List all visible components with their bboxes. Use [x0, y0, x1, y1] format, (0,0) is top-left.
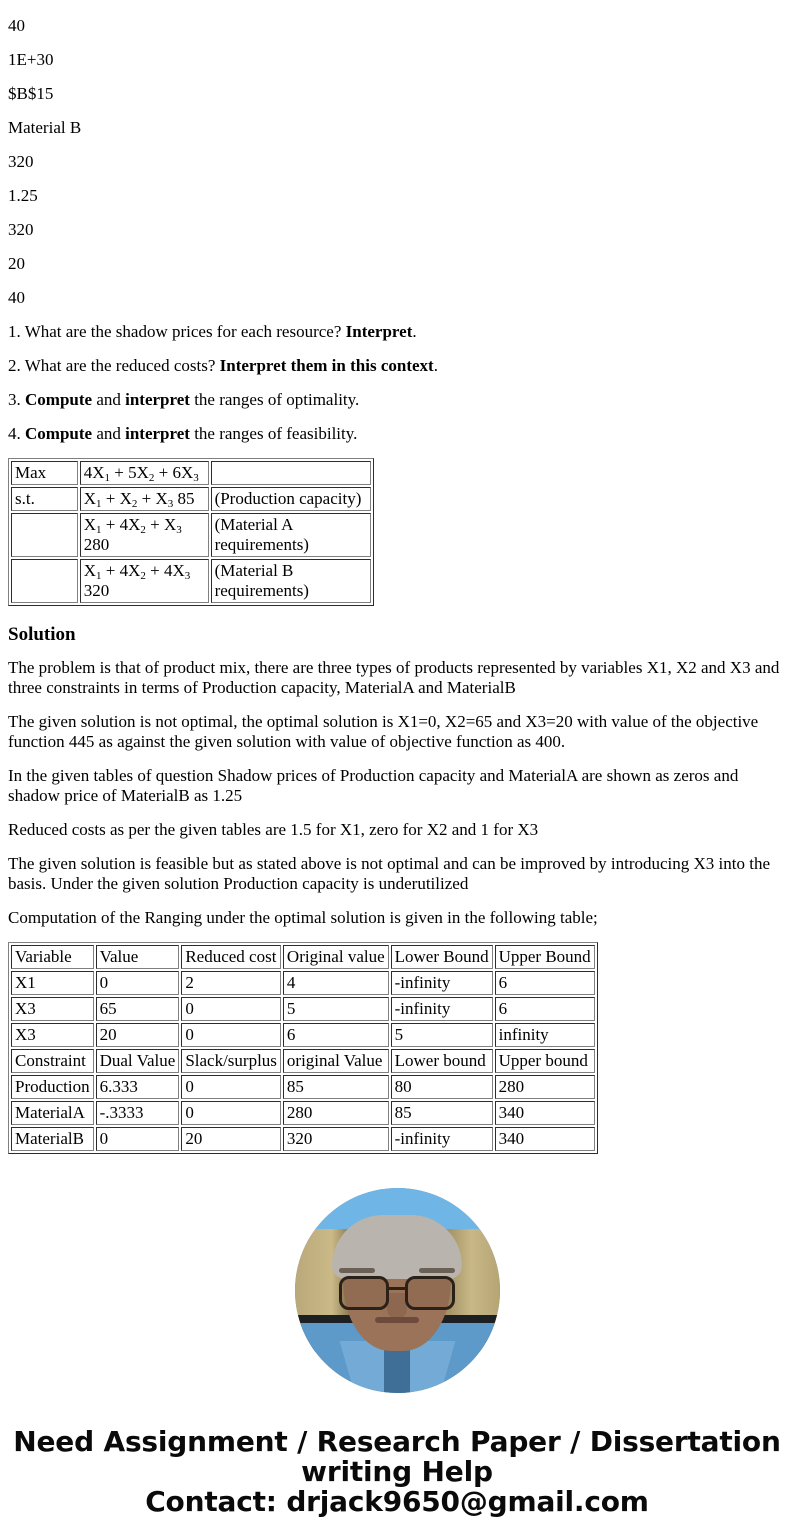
question-text: What are the reduced costs? [24, 356, 220, 375]
lp-row-label [11, 513, 78, 557]
column-header: Value [96, 945, 180, 969]
column-header: Upper Bound [495, 945, 595, 969]
cell-value: 0 [96, 971, 180, 995]
question-item-1 [8, 322, 786, 342]
question-list [8, 322, 786, 444]
question-text-mid: and [92, 390, 126, 409]
table-row [11, 971, 595, 995]
cell-original-value: 4 [283, 971, 389, 995]
question-emphasis: Interpret them in this context [219, 356, 434, 375]
lp-row-note: (Production capacity) [211, 487, 371, 511]
column-header: Dual Value [96, 1049, 180, 1073]
cell-original-value: 320 [283, 1127, 389, 1151]
solution-heading: Solution [8, 624, 76, 645]
cell-variable: X1 [11, 971, 94, 995]
cell-lower-bound: 80 [391, 1075, 493, 1099]
value-line: 1.25 [8, 186, 38, 205]
table-row [11, 1075, 595, 1099]
table-header-row-constraints [11, 1049, 595, 1073]
cell-upper-bound: 340 [495, 1127, 595, 1151]
cell-value: 65 [96, 997, 180, 1021]
lp-row-expression: $X_1 + X_2 + X_3$ 85 [80, 487, 209, 511]
ranging-table [8, 942, 598, 1154]
table-row [11, 1101, 595, 1125]
lp-row-note: (Material A requirements) [211, 513, 371, 557]
cell-upper-bound: 340 [495, 1101, 595, 1125]
lp-row-label: Max [11, 461, 78, 485]
value-line: Material B [8, 118, 82, 137]
glasses-icon [339, 1276, 455, 1306]
top-values-block [8, 0, 786, 308]
table-header-row-variables [11, 945, 595, 969]
cell-lower-bound: -infinity [391, 1127, 493, 1151]
photo-eyebrow-left [339, 1268, 375, 1273]
value-line: 40 [8, 288, 25, 307]
photo-tie [384, 1347, 410, 1393]
solution-paragraph: Computation of the Ranging under the optimal solution is given in the following table; [8, 908, 598, 927]
cell-dual-value: 0 [96, 1127, 180, 1151]
cell-upper-bound: 6 [495, 971, 595, 995]
cell-original-value: 5 [283, 997, 389, 1021]
photo-mouth [375, 1317, 419, 1323]
question-text-tail: the ranges of feasibility. [189, 424, 358, 443]
column-header: Reduced cost [181, 945, 281, 969]
cell-lower-bound: -infinity [391, 971, 493, 995]
solution-paragraph: Reduced costs as per the given tables are 1.5 for X1, zero for X2 and 1 for X3 [8, 820, 539, 839]
value-line: 320 [8, 220, 34, 239]
table-row [11, 997, 595, 1021]
question-emphasis: Interpret [345, 322, 413, 341]
lp-row-expression: $X_1 + 4X_2 + 4X_3$ 320 [80, 559, 209, 603]
cell-variable: X3 [11, 1023, 94, 1047]
cell-upper-bound: infinity [495, 1023, 595, 1047]
value-line: 1E+30 [8, 50, 54, 69]
question-text: What are the shadow prices for each resource? [20, 322, 346, 341]
question-emphasis: Compute [25, 390, 93, 409]
lp-row-label: s.t. [11, 487, 78, 511]
question-text-tail: . [433, 356, 438, 375]
table-row [11, 461, 371, 485]
question-text-mid: and [92, 424, 126, 443]
question-item-4 [8, 424, 786, 444]
question-emphasis: Compute [25, 424, 93, 443]
photo-eyebrow-right [419, 1268, 455, 1273]
column-header: Original value [283, 945, 389, 969]
solution-paragraph: The given solution is feasible but as stated above is not optimal and can be improved by introducing X3 into the basis. Under the given solution Production capacity is underutilized [8, 854, 771, 893]
cell-lower-bound: 5 [391, 1023, 493, 1047]
lp-row-expression: $X_1 + 4X_2 + X_3$ 280 [80, 513, 209, 557]
column-header: Slack/surplus [181, 1049, 281, 1073]
cell-upper-bound: 280 [495, 1075, 595, 1099]
cell-variable: X3 [11, 997, 94, 1021]
avatar-container [8, 1188, 786, 1393]
cell-upper-bound: 6 [495, 997, 595, 1021]
question-item-2 [8, 356, 786, 376]
value-line: 20 [8, 254, 25, 273]
lp-row-expression: $4X_1 + 5X_2 + 6X_3$ [80, 461, 209, 485]
question-item-3 [8, 390, 786, 410]
cell-value: 20 [96, 1023, 180, 1047]
cell-original-value: 85 [283, 1075, 389, 1099]
table-row [11, 487, 371, 511]
cell-dual-value: -.3333 [96, 1101, 180, 1125]
table-row [11, 1127, 595, 1151]
lp-model-table [8, 458, 374, 606]
solution-paragraph: The given solution is not optimal, the optimal solution is X1=0, X2=65 and X3=20 with value of the objective function 445 as against the given solution with value of objective function as 400. [8, 712, 759, 751]
column-header: Upper bound [495, 1049, 595, 1073]
question-number: 3. [8, 390, 21, 409]
value-line: 40 [8, 16, 25, 35]
cell-lower-bound: -infinity [391, 997, 493, 1021]
cell-slack-surplus: 20 [181, 1127, 281, 1151]
cell-dual-value: 6.333 [96, 1075, 180, 1099]
photo-lens-left [339, 1276, 389, 1310]
question-number: 4. [8, 424, 21, 443]
value-line: 320 [8, 152, 34, 171]
footer-line-3: Contact: drjack9650@gmail.com [145, 1485, 649, 1518]
question-emphasis-2: interpret [125, 424, 190, 443]
cell-slack-surplus: 0 [181, 1075, 281, 1099]
cell-original-value: 280 [283, 1101, 389, 1125]
cell-reduced-cost: 2 [181, 971, 281, 995]
value-line: $B$15 [8, 84, 54, 103]
column-header: Lower bound [391, 1049, 493, 1073]
column-header: Constraint [11, 1049, 94, 1073]
table-row [11, 1023, 595, 1047]
table-row [11, 559, 371, 603]
cell-lower-bound: 85 [391, 1101, 493, 1125]
column-header: Lower Bound [391, 945, 493, 969]
question-text-tail: the ranges of optimality. [189, 390, 360, 409]
footer-line-1: Need Assignment / Research Paper / Dissertation [13, 1425, 781, 1458]
avatar [295, 1188, 500, 1393]
lp-row-note: (Material B requirements) [211, 559, 371, 603]
cell-original-value: 6 [283, 1023, 389, 1047]
cell-reduced-cost: 0 [181, 997, 281, 1021]
table-row [11, 513, 371, 557]
question-text-tail: . [412, 322, 417, 341]
photo-lens-right [405, 1276, 455, 1310]
cell-reduced-cost: 0 [181, 1023, 281, 1047]
footer-line-2: writing Help [301, 1455, 493, 1488]
column-header: original Value [283, 1049, 389, 1073]
footer-cta [8, 1427, 786, 1539]
cell-constraint: Production [11, 1075, 94, 1099]
column-header: Variable [11, 945, 94, 969]
cell-slack-surplus: 0 [181, 1101, 281, 1125]
solution-paragraph: The problem is that of product mix, there are three types of products represented by variables X1, X2 and X3 and three constraints in terms of Production capacity, MaterialA and MaterialB [8, 658, 780, 697]
question-emphasis-2: interpret [125, 390, 190, 409]
lp-row-label [11, 559, 78, 603]
cell-constraint: MaterialA [11, 1101, 94, 1125]
lp-row-note [211, 461, 371, 485]
solution-paragraph: In the given tables of question Shadow prices of Production capacity and MaterialA are shown as zeros and shadow price of MaterialB as 1.25 [8, 766, 739, 805]
question-number: 1. [8, 322, 21, 341]
photo-lens-bridge [387, 1287, 407, 1290]
question-number: 2. [8, 356, 21, 375]
cell-constraint: MaterialB [11, 1127, 94, 1151]
